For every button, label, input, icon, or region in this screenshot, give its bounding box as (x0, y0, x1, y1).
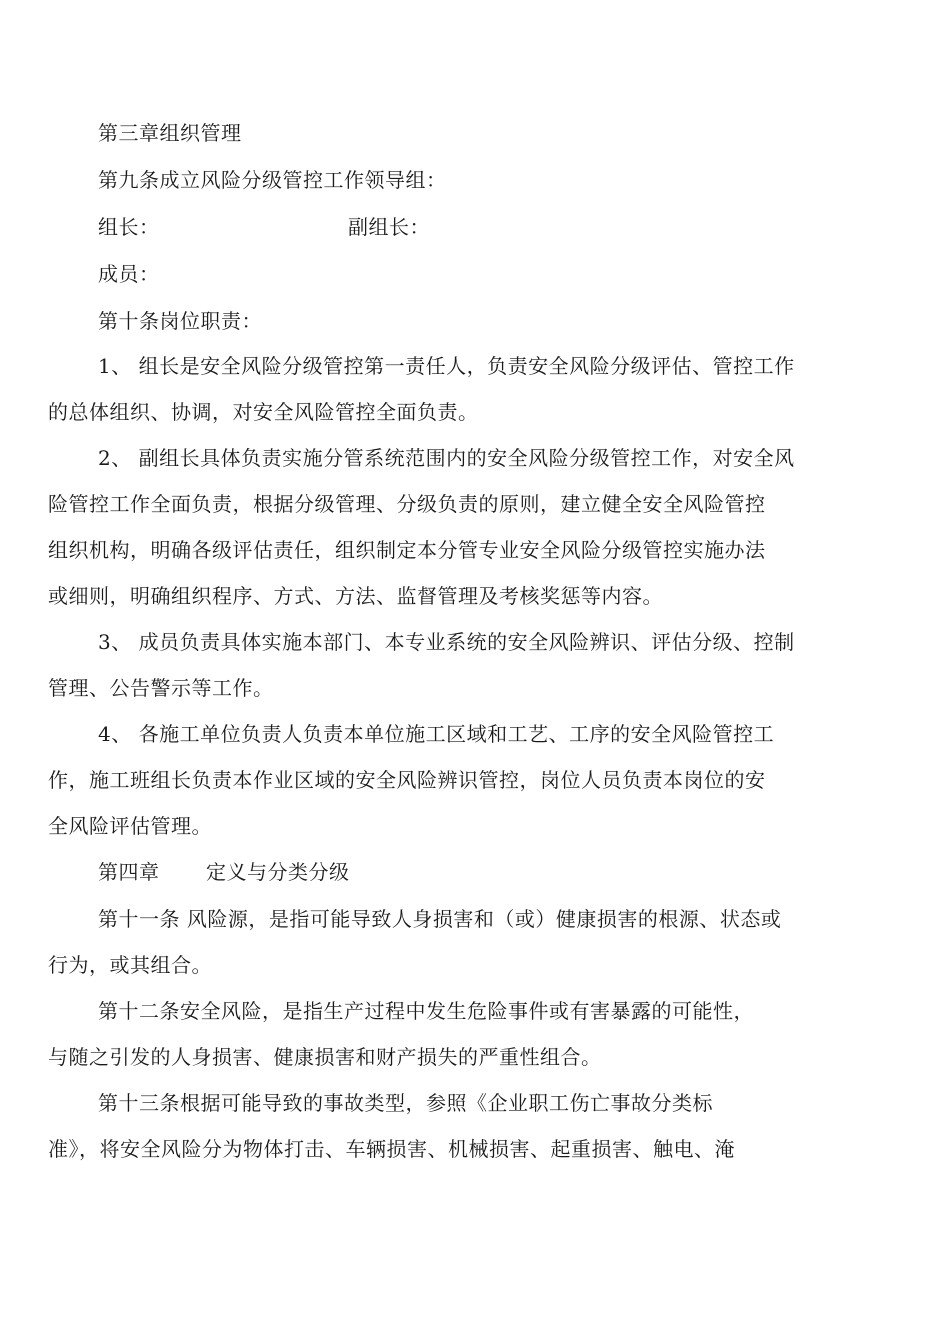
item4-line2: 作，施工班组长负责本作业区域的安全风险辨识管控，岗位人员负责本岗位的安 (48, 768, 766, 792)
leader-label: 组长： (98, 215, 160, 239)
article13-line1: 第十三条根据可能导致的事故类型，参照《企业职工伤亡事故分类标 (98, 1091, 713, 1115)
article9-text: 第九条成立风险分级管控工作领导组： (98, 168, 447, 192)
chapter3-heading: 第三章组织管理 (98, 121, 242, 145)
item3-line1: 3、 成员负责具体实施本部门、本专业系统的安全风险辨识、评估分级、控制 (98, 630, 795, 654)
item2-line3: 组织机构，明确各级评估责任，组织制定本分管专业安全风险分级管控实施办法 (48, 538, 766, 562)
deputy-leader-label: 副组长： (348, 215, 430, 239)
article10-heading: 第十条岗位职责： (98, 309, 262, 333)
article13-line2: 准》，将安全风险分为物体打击、车辆损害、机械损害、起重损害、触电、淹 (48, 1137, 735, 1161)
item2-line1: 2、 副组长具体负责实施分管系统范围内的安全风险分级管控工作，对安全风 (98, 446, 795, 470)
chapter4-title: 定义与分类分级 (206, 860, 350, 884)
members-label: 成员： (98, 262, 160, 286)
item1-line2: 的总体组织、协调，对安全风险管控全面负责。 (48, 400, 479, 424)
article11-line2: 行为，或其组合。 (48, 953, 212, 977)
article12-line1: 第十二条安全风险，是指生产过程中发生危险事件或有害暴露的可能性， (98, 999, 754, 1023)
item2-line2: 险管控工作全面负责，根据分级管理、分级负责的原则，建立健全安全风险管控 (48, 492, 766, 516)
item1-line1: 1、 组长是安全风险分级管控第一责任人，负责安全风险分级评估、管控工作 (98, 354, 795, 378)
chapter4-label: 第四章 (98, 860, 160, 884)
item4-line3: 全风险评估管理。 (48, 814, 212, 838)
item2-line4: 或细则，明确组织程序、方式、方法、监督管理及考核奖惩等内容。 (48, 584, 663, 608)
item3-line2: 管理、公告警示等工作。 (48, 676, 274, 700)
item4-line1: 4、 各施工单位负责人负责本单位施工区域和工艺、工序的安全风险管控工 (98, 722, 775, 746)
article12-line2: 与随之引发的人身损害、健康损害和财产损失的严重性组合。 (48, 1045, 602, 1069)
article11-line1: 第十一条 风险源，是指可能导致人身损害和（或）健康损害的根源、状态或 (98, 907, 782, 931)
